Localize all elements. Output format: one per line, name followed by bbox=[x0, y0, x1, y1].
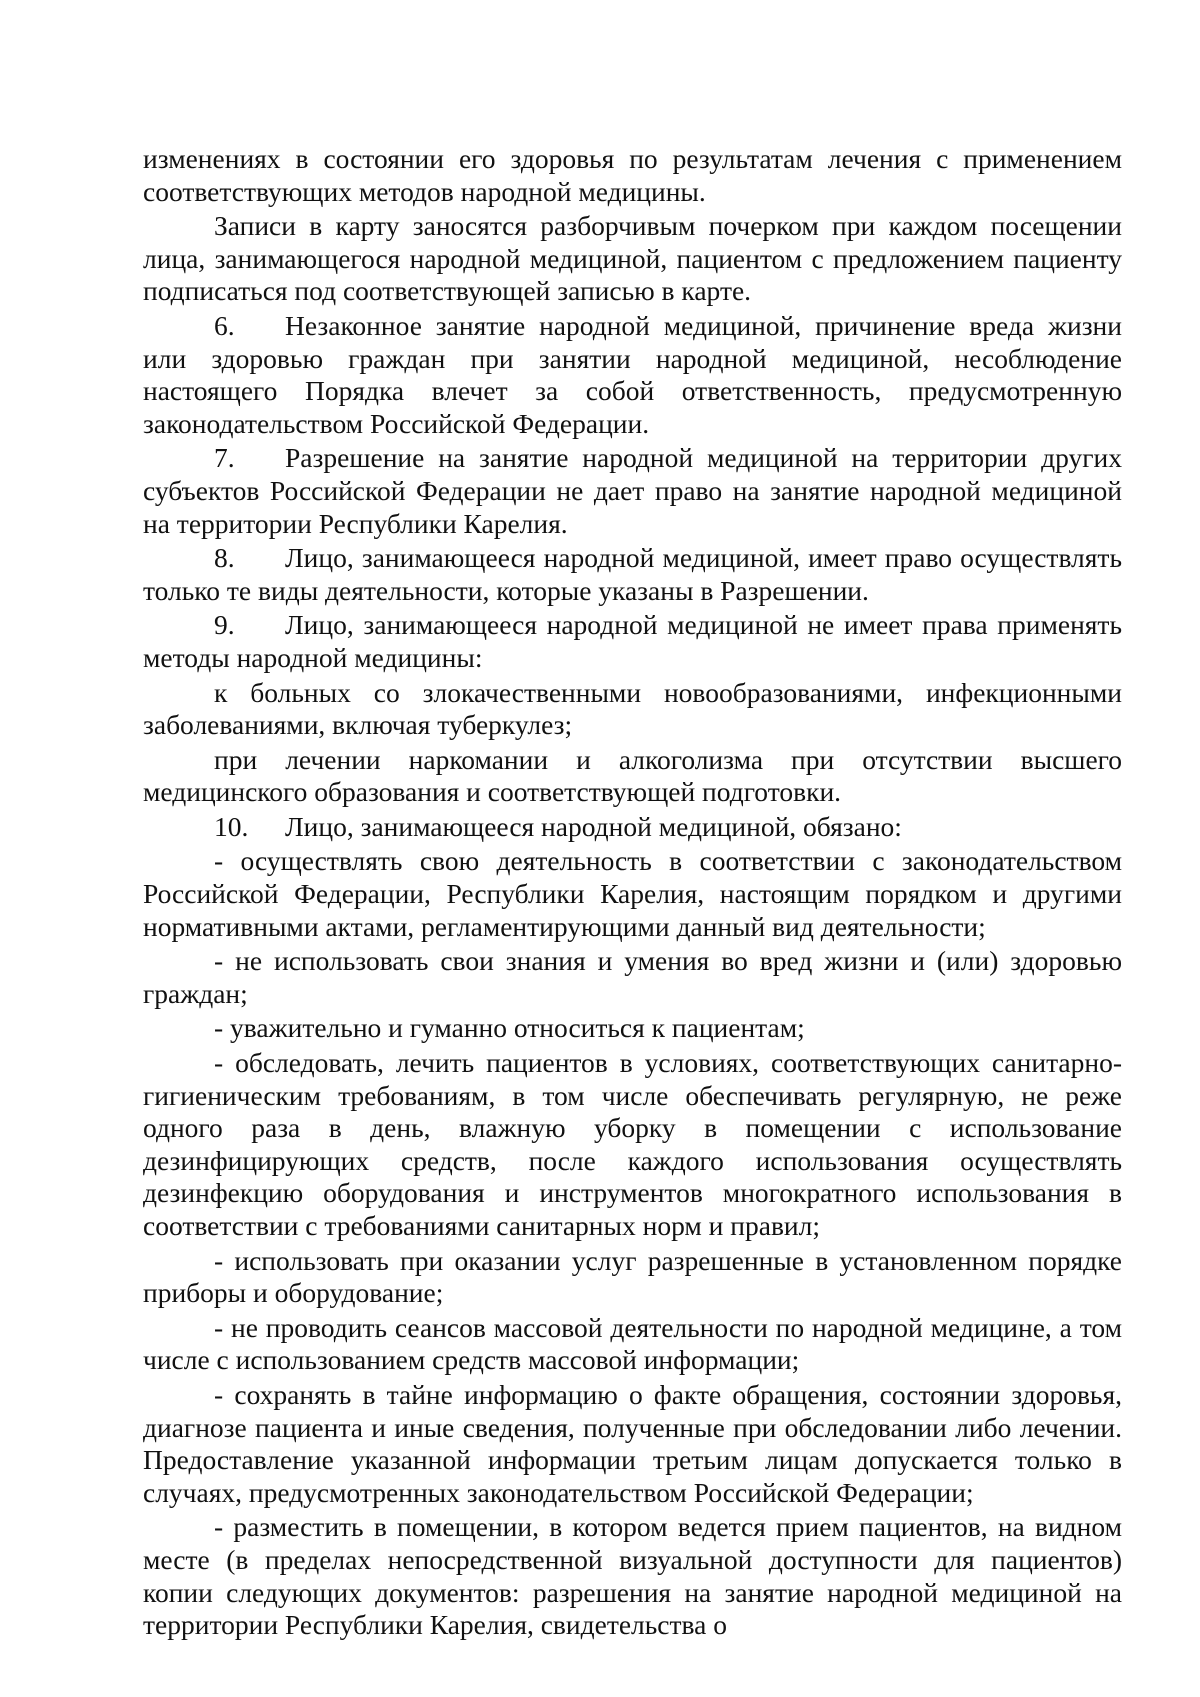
paragraph-10-text: Лицо, занимающееся народной медициной, обязано: bbox=[285, 810, 902, 842]
paragraph-6-text: Незаконное занятие народной медициной, причинение вреда жизни или здоровью граждан при занятии народной медициной, несоблюдение настоящего Порядка влечет за собой ответственность, предусмотренную законодательством Российской Федерации. bbox=[143, 309, 1122, 439]
paragraph-10-item-e: - использовать при оказании услуг разрешенные в установленном порядке приборы и оборудование; bbox=[143, 1244, 1122, 1309]
paragraph-10-item-a: - осуществлять свою деятельность в соответствии с законодательством Российской Федерации, Республики Карелия, настоящим порядком и другими нормативными актами, регламентирующими данный вид деятельности; bbox=[143, 845, 1122, 942]
paragraph-10-number: 10. bbox=[214, 810, 249, 842]
paragraph-9-item-a: к больных со злокачественными новообразованиями, инфекционными заболеваниями, включая туберкулез; bbox=[143, 676, 1122, 741]
paragraph-9-number: 9. bbox=[214, 609, 235, 641]
paragraph-10-item-f: - не проводить сеансов массовой деятельности по народной медицине, а том числе с использованием средств массовой информации; bbox=[143, 1311, 1122, 1376]
paragraph-8 bbox=[143, 542, 1122, 607]
paragraph-10-item-d: - обследовать, лечить пациентов в условиях, соответствующих санитарно-гигиеническим требованиям, в том числе обеспечивать регулярную, не реже одного раза в день, влажную уборку в помещении с использование дезинфицирующих средств, после каждого использования осуществлять дезинфекцию оборудования и инструментов многократного использования в соответствии с требованиями санитарных норм и правил; bbox=[143, 1047, 1122, 1241]
paragraph-8-number: 8. bbox=[214, 542, 235, 574]
paragraph-continuation: изменениях в состоянии его здоровья по результатам лечения с применением соответствующих методов народной медицины. bbox=[143, 143, 1122, 207]
paragraph-7-number: 7. bbox=[214, 442, 235, 474]
paragraph-records: Записи в карту заносятся разборчивым почерком при каждом посещении лица, занимающегося народной медициной, пациентом с предложением пациенту подписаться под соответствующей записью в карте. bbox=[143, 210, 1122, 307]
paragraph-10-item-h: - разместить в помещении, в котором ведется прием пациентов, на видном месте (в пределах непосредственной визуальной доступности для пациентов) копии следующих документов: разрешения на занятие народной медициной на территории Республики Карелия, свидетельства о bbox=[143, 1511, 1122, 1641]
paragraph-9-item-b: при лечении наркомании и алкоголизма при отсутствии высшего медицинского образования и соответствующей подготовки. bbox=[143, 743, 1122, 808]
paragraph-7 bbox=[143, 442, 1122, 540]
document-body bbox=[143, 143, 1122, 1642]
paragraph-6-number: 6. bbox=[214, 309, 235, 341]
paragraph-6 bbox=[143, 310, 1122, 440]
paragraph-9-text: Лицо, занимающееся народной медициной не имеет права применять методы народной медицины: bbox=[143, 609, 1122, 673]
paragraph-8-text: Лицо, занимающееся народной медициной, имеет право осуществлять только те виды деятельности, которые указаны в Разрешении. bbox=[143, 542, 1122, 606]
paragraph-10-item-c: - уважительно и гуманно относиться к пациентам; bbox=[214, 1012, 805, 1044]
paragraph-9 bbox=[143, 609, 1122, 674]
paragraph-10-item-b: - не использовать свои знания и умения во вред жизни и (или) здоровью граждан; bbox=[143, 945, 1122, 1009]
paragraph-7-text: Разрешение на занятие народной медициной на территории других субъектов Российской Федерации не дает право на занятие народной медициной на территории Республики Карелия. bbox=[143, 442, 1122, 539]
paragraph-10 bbox=[143, 811, 1122, 844]
paragraph-10-item-g: - сохранять в тайне информацию о факте обращения, состоянии здоровья, диагнозе пациента и иные сведения, полученные при обследовании либо лечении. Предоставление указанной информации третьим лицам допускается только в случаях, предусмотренных законодательством Российской Федерации; bbox=[143, 1378, 1122, 1508]
